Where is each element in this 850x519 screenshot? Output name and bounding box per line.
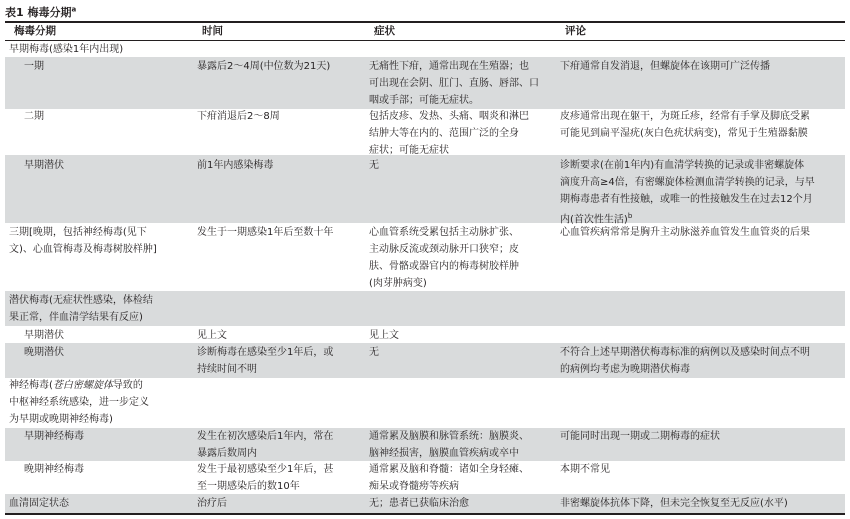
row-neuro-early-symptoms-line: 通常累及脑膜和脉管系统：脑膜炎、	[369, 431, 529, 442]
row-neuro-late-time-line: 至一期感染后的数10年	[197, 481, 300, 492]
row-serofast-comment: 非密螺旋体抗体下降，但未完全恢复至无反应(水平)	[560, 498, 788, 509]
row-early-latent-comment-line: 诊断要求(在前1年内)有血清学转换的记录或非密螺旋体	[560, 160, 805, 171]
row-primary-comment: 下疳通常自发消退，但螺旋体在该期可广泛传播	[560, 61, 770, 72]
table-header-row	[5, 23, 845, 40]
row-early-latent-stage: 早期潜伏	[24, 160, 64, 171]
row-tertiary-stage	[9, 224, 157, 258]
row-neuro-late-time-line: 发生于最初感染至少1年后，甚	[197, 464, 334, 475]
row-secondary-stage: 二期	[24, 111, 44, 122]
footnote-mark: b	[627, 212, 633, 220]
row-tertiary-symptoms-line: (肉芽肿病变)	[369, 278, 427, 289]
header-time: 时间	[202, 25, 223, 37]
row-neuro-stage-line	[9, 377, 149, 394]
row-latent-early-symptoms: 见上文	[369, 330, 399, 341]
row-latent-stage-line: 潜伏梅毒(无症状性感染，体检结	[9, 295, 153, 306]
row-primary-time: 暴露后2～4周(中位数为21天)	[197, 61, 331, 72]
row-latent-stage	[9, 292, 153, 326]
header-symptoms: 症状	[374, 25, 395, 37]
row-latent-late-comment-line: 不符合上述早期潜伏梅毒标准的病例以及感染时间点不明	[560, 347, 810, 358]
row-early-latent-comment	[560, 157, 815, 228]
row-neuro-stage	[9, 377, 149, 428]
row-neuro-stage-text: 导致的	[112, 380, 143, 391]
row-serofast-stage: 血清固定状态	[9, 498, 69, 509]
row-neuro-early-symptoms	[369, 428, 529, 462]
row-tertiary-symptoms-line: 心血管系统受累包括主动脉扩张、	[369, 227, 519, 238]
row-secondary-symptoms	[369, 108, 529, 159]
row-secondary-symptoms-line: 包括皮疹、发热、头痛、咽炎和淋巴	[369, 111, 529, 122]
row-neuro-stage-line: 中枢神经系统感染，进一步定义	[9, 397, 149, 408]
row-primary-symptoms-line: 咽或手部；可能无症状。	[369, 95, 479, 106]
row-neuro-early-comment: 可能同时出现一期或二期梅毒的症状	[560, 431, 720, 442]
row-secondary-comment	[560, 108, 810, 142]
row-primary-stage: 一期	[24, 61, 44, 72]
row-secondary-comment-line: 可能见到扁平湿疣(灰白色疣状病变)，常见于生殖器黏膜	[560, 128, 808, 139]
row-tertiary-symptoms-line: 肤、骨骼或器官内的梅毒树胶样肿	[369, 261, 519, 272]
row-neuro-stage-text: 神经梅毒(	[9, 380, 53, 391]
row-neuro-stage-line: 为早期或晚期神经梅毒)	[9, 414, 113, 425]
row-serofast-symptoms: 无；患者已获临床治愈	[369, 498, 469, 509]
bottom-rule	[5, 513, 845, 515]
row-early-latent-comment-line: 滴度升高≥4倍，有密螺旋体检测血清学转换的记录，与早	[560, 177, 815, 188]
row-secondary-symptoms-line: 结肿大等在内的、范围广泛的全身	[369, 128, 519, 139]
row-tertiary-stage-line: 三期[晚期，包括神经梅毒(见下	[9, 227, 147, 238]
row-latent-early-time: 见上文	[197, 330, 227, 341]
row-tertiary-symptoms	[369, 224, 519, 292]
row-neuro-early-time	[197, 428, 333, 462]
row-latent-late-symptoms: 无	[369, 347, 379, 358]
header-rule	[5, 40, 845, 41]
row-neuro-stage-italic: 苍白密螺旋体	[52, 380, 113, 391]
row-neuro-late-comment: 本期不常见	[560, 464, 610, 475]
row-neuro-early-time-line: 暴露后数周内	[197, 448, 257, 459]
row-early-latent-time: 前1年内感染梅毒	[197, 160, 274, 171]
row-neuro-late-stage: 晚期神经梅毒	[24, 464, 84, 475]
table-label: 表1	[5, 6, 24, 19]
row-neuro-late-symptoms	[369, 461, 529, 495]
row-tertiary-time: 发生于一期感染1年后至数十年	[197, 227, 334, 238]
header-stage: 梅毒分期	[14, 25, 56, 37]
row-tertiary-symptoms-line: 主动脉反流或颈动脉开口狭窄；皮	[369, 244, 519, 255]
row-early-stage: 早期梅毒(感染1年内出现)	[9, 44, 124, 55]
row-latent-late-stage: 晚期潜伏	[24, 347, 64, 358]
row-neuro-early-symptoms-line: 脑神经损害，脑膜血管疾病或卒中	[369, 448, 519, 459]
row-primary-symptoms-line: 可出现在会阴、肛门、直肠、唇部、口	[369, 78, 539, 89]
row-neuro-early-stage: 早期神经梅毒	[24, 431, 84, 442]
row-secondary-time: 下疳消退后2～8周	[197, 111, 280, 122]
row-tertiary-comment: 心血管疾病常常是胸升主动脉滋养血管发生血管炎的后果	[560, 227, 810, 238]
row-latent-late-time	[197, 344, 333, 378]
row-secondary-comment-line: 皮疹通常出现在躯干，为斑丘疹，经常有手掌及脚底受累	[560, 111, 810, 122]
row-neuro-early-time-line: 发生在初次感染后1年内，常在	[197, 431, 334, 442]
row-primary-symptoms-line: 无痛性下疳，通常出现在生殖器；也	[369, 61, 529, 72]
row-latent-late-comment-line: 的病例均考虑为晚期潜伏梅毒	[560, 364, 690, 375]
row-latent-early-stage: 早期潜伏	[24, 330, 64, 341]
table-title: 梅毒分期	[27, 6, 72, 19]
row-latent-late-time-line: 持续时间不明	[197, 364, 257, 375]
row-neuro-late-symptoms-line: 痴呆或脊髓痨等疾病	[369, 481, 459, 492]
row-secondary-symptoms-line: 症状；可能无症状	[369, 145, 449, 156]
row-neuro-late-symptoms-line: 通常累及脑和脊髓：诸如全身轻瘫、	[369, 464, 529, 475]
row-latent-late-comment	[560, 344, 810, 378]
caption-footnote-mark: a	[71, 5, 77, 14]
row-tertiary-stage-line: 文)、心血管梅毒及梅毒树胶样肿]	[9, 244, 157, 255]
row-early-latent-comment-text: 内(首次性生活)	[560, 214, 628, 226]
row-serofast-time: 治疗后	[197, 498, 227, 509]
row-early-latent-comment-line: 期梅毒患者有性接触，或唯一的性接触发生在过去12个月	[560, 194, 813, 205]
row-latent-stage-line: 果正常，伴血清学结果有反应)	[9, 312, 143, 323]
header-comment: 评论	[565, 25, 586, 37]
row-neuro-late-time	[197, 461, 333, 495]
row-early-latent-symptoms: 无	[369, 160, 379, 171]
row-primary-symptoms	[369, 58, 539, 109]
table-caption	[5, 4, 76, 20]
row-latent-late-time-line: 诊断梅毒在感染至少1年后，或	[197, 347, 334, 358]
